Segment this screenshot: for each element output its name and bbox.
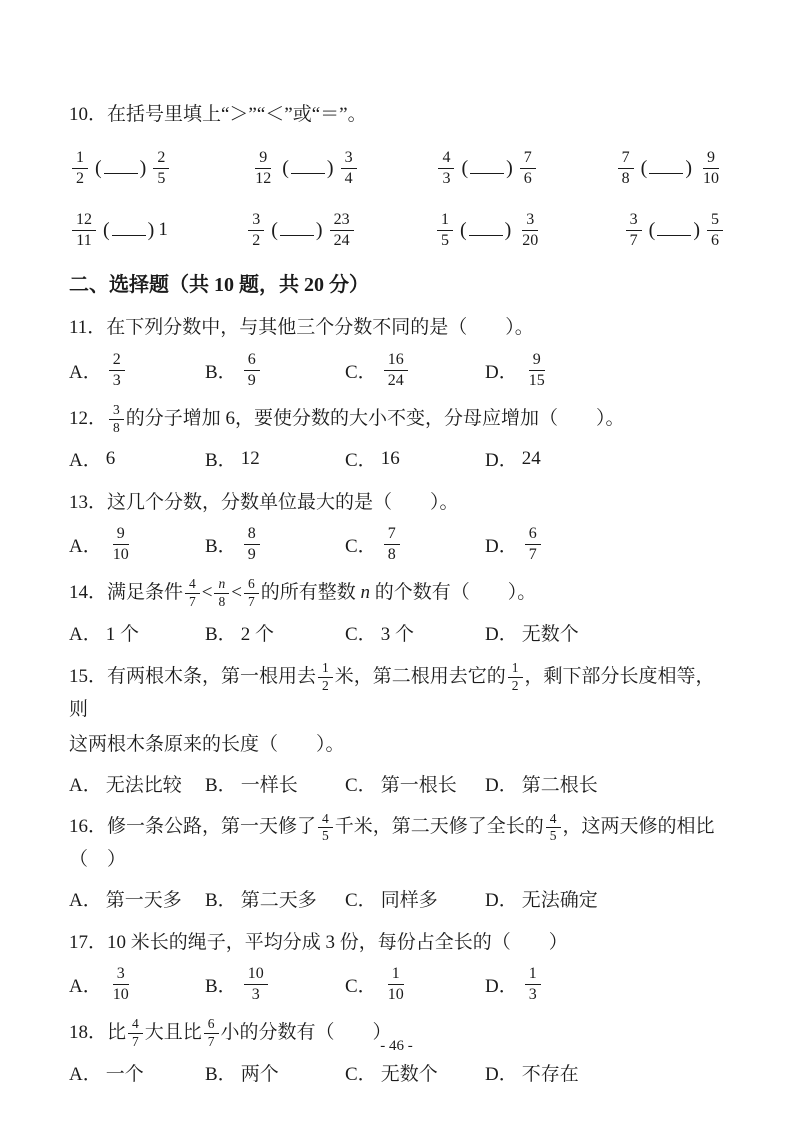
fraction bbox=[153, 149, 169, 189]
fraction-denominator: 6 bbox=[711, 231, 719, 249]
answer-blank bbox=[461, 157, 512, 180]
fraction-denominator: 10 bbox=[703, 169, 719, 187]
choice-option bbox=[345, 1059, 485, 1086]
choice-option bbox=[69, 1059, 205, 1086]
fraction-numerator: 6 bbox=[204, 1017, 219, 1034]
fraction bbox=[214, 577, 229, 610]
choice-label: C． bbox=[345, 624, 377, 646]
page-content bbox=[69, 100, 726, 1089]
choice-option bbox=[69, 965, 205, 1005]
paren-open: ( bbox=[271, 218, 278, 241]
fraction-denominator: 5 bbox=[322, 828, 329, 844]
text-run: 2 个 bbox=[240, 624, 274, 646]
fraction-denominator: 7 bbox=[247, 593, 255, 609]
text-run: 1 bbox=[158, 219, 168, 241]
text-run: < bbox=[201, 581, 213, 603]
paren-open: ( bbox=[282, 156, 289, 179]
fraction-numerator: 3 bbox=[522, 211, 538, 231]
fraction-numerator: 1 bbox=[525, 965, 541, 985]
fraction bbox=[109, 403, 124, 436]
question-stem bbox=[69, 661, 726, 725]
blank-line bbox=[104, 160, 138, 174]
answer-blank bbox=[282, 157, 333, 180]
choice-label: D． bbox=[485, 362, 518, 384]
choice-row bbox=[69, 965, 726, 1005]
fraction bbox=[244, 965, 268, 1005]
answer-blank bbox=[271, 219, 322, 242]
paren-close: ) bbox=[685, 156, 692, 179]
page-number: - 46 - bbox=[380, 1038, 413, 1054]
text-run: ，这两天修的相比（ ） bbox=[69, 816, 715, 871]
text-run: 小的分数有（ ） bbox=[220, 1021, 392, 1043]
fraction-numerator: 23 bbox=[330, 211, 354, 231]
fraction-numerator: 4 bbox=[546, 812, 561, 829]
choice-label: D． bbox=[485, 890, 518, 912]
text-run: 16．修一条公路，第一天修了 bbox=[69, 816, 317, 838]
comparison-item bbox=[435, 149, 538, 189]
paren-open: ( bbox=[461, 156, 469, 179]
comparison-item bbox=[245, 211, 356, 251]
paren-open: ( bbox=[640, 156, 648, 179]
fraction-numerator: 5 bbox=[707, 211, 723, 231]
answer-blank bbox=[95, 157, 146, 180]
text-run: 第二根长 bbox=[521, 774, 598, 796]
fraction-denominator: 24 bbox=[387, 372, 404, 390]
question-stem bbox=[69, 577, 726, 610]
comparison-item bbox=[434, 211, 545, 251]
choice-label: C． bbox=[345, 1064, 377, 1086]
fraction-denominator: 11 bbox=[76, 231, 92, 249]
blank-line bbox=[649, 160, 683, 174]
choice-option bbox=[485, 965, 726, 1005]
fraction bbox=[185, 577, 200, 610]
paren-close: ) bbox=[139, 156, 147, 179]
fraction-numerator: 8 bbox=[244, 525, 260, 545]
answer-blank bbox=[103, 219, 154, 242]
choice-option bbox=[485, 445, 726, 472]
choice-label: B． bbox=[205, 536, 237, 558]
question-block bbox=[69, 661, 726, 800]
text-run: 17．10 米长的绳子，平均分成 3 份，每份占全长的（ ） bbox=[69, 931, 568, 953]
fraction-denominator: 3 bbox=[528, 986, 537, 1004]
choice-label: A． bbox=[69, 1064, 102, 1086]
fraction-denominator: 12 bbox=[255, 169, 272, 187]
text-run: 18．比 bbox=[69, 1021, 127, 1043]
choice-option bbox=[205, 445, 345, 472]
fraction-denominator: 3 bbox=[442, 169, 451, 187]
fraction-numerator: n bbox=[214, 577, 229, 594]
blank-line bbox=[469, 222, 503, 236]
choice-option bbox=[485, 619, 726, 646]
fraction-numerator: 16 bbox=[384, 351, 408, 371]
fill-rows bbox=[69, 144, 726, 254]
blank-line bbox=[280, 222, 314, 236]
choice-label: A． bbox=[69, 450, 102, 471]
fraction bbox=[330, 211, 354, 251]
fraction-numerator: 3 bbox=[248, 211, 264, 231]
fraction-denominator: 9 bbox=[247, 546, 256, 564]
choice-label: A． bbox=[69, 536, 102, 558]
text-run: 13．这几个分数，分数单位最大的是（ ）。 bbox=[69, 491, 459, 513]
fraction-numerator: 1 bbox=[508, 661, 523, 678]
text-run: 第二天多 bbox=[240, 890, 317, 912]
paren-close: ) bbox=[147, 218, 155, 241]
choice-row bbox=[69, 617, 726, 649]
blank-line bbox=[657, 222, 691, 236]
fraction bbox=[318, 812, 333, 845]
choice-option bbox=[345, 965, 485, 1005]
paren-close: ) bbox=[504, 218, 512, 241]
fraction bbox=[438, 149, 454, 189]
fraction-numerator: 12 bbox=[72, 211, 96, 231]
fraction bbox=[248, 211, 264, 251]
fraction-denominator: 7 bbox=[629, 231, 638, 249]
text-run: 的个数有（ ）。 bbox=[369, 581, 537, 603]
fraction-denominator: 15 bbox=[528, 372, 545, 390]
fraction-numerator: 3 bbox=[113, 965, 129, 985]
text-run: 15．有两根木条，第一根用去 bbox=[69, 665, 317, 687]
fraction-denominator: 2 bbox=[76, 169, 84, 187]
choice-option bbox=[69, 619, 205, 646]
fraction-numerator: 4 bbox=[318, 812, 333, 829]
text-run: 不存在 bbox=[521, 1064, 579, 1086]
choice-label: D． bbox=[485, 976, 518, 998]
choice-label: B． bbox=[205, 362, 237, 384]
fill-row bbox=[69, 144, 726, 192]
comparison-item bbox=[248, 149, 359, 189]
fraction-denominator: 7 bbox=[132, 1033, 139, 1049]
question-stem bbox=[69, 927, 726, 958]
fraction-numerator: 7 bbox=[384, 525, 400, 545]
text-run: 同样多 bbox=[380, 890, 438, 912]
text-run: 米，第二根用去它的 bbox=[334, 665, 506, 687]
text-run: n bbox=[360, 581, 370, 603]
fraction bbox=[626, 211, 642, 251]
choice-label: B． bbox=[205, 624, 237, 646]
fraction bbox=[384, 525, 400, 565]
fraction-numerator: 3 bbox=[109, 403, 124, 420]
text-run: 无数个 bbox=[380, 1064, 438, 1086]
fraction-numerator: 1 bbox=[318, 661, 333, 678]
fraction bbox=[109, 525, 133, 565]
choice-option bbox=[69, 445, 205, 472]
text-run: 无法比较 bbox=[105, 774, 182, 796]
choice-option bbox=[205, 965, 345, 1005]
choice-label: B． bbox=[205, 976, 237, 998]
text-run: 16 bbox=[380, 447, 400, 469]
fraction-denominator: 20 bbox=[522, 231, 539, 249]
choice-option bbox=[205, 351, 345, 391]
question-stem bbox=[69, 312, 726, 343]
choice-label: D． bbox=[485, 450, 518, 471]
choice-row bbox=[69, 767, 726, 799]
question-block bbox=[69, 403, 726, 475]
text-run: 12． bbox=[69, 407, 108, 429]
fill-row bbox=[69, 206, 726, 254]
fraction bbox=[341, 149, 357, 189]
choice-option bbox=[345, 885, 485, 912]
choice-label: C． bbox=[345, 362, 377, 384]
blank-line bbox=[112, 222, 146, 236]
choice-option bbox=[69, 351, 205, 391]
fraction-numerator: 3 bbox=[626, 211, 642, 231]
choice-label: A． bbox=[69, 890, 102, 912]
paren-close: ) bbox=[693, 218, 700, 241]
fraction bbox=[618, 149, 634, 189]
choice-option bbox=[345, 770, 485, 797]
fraction-numerator: 4 bbox=[128, 1017, 143, 1034]
section-title: 二、选择题（共 10 题，共 20 分） bbox=[69, 274, 369, 297]
text-run: 这两根木条原来的长度（ ）。 bbox=[69, 733, 345, 755]
fraction bbox=[72, 149, 88, 189]
fraction-denominator: 3 bbox=[251, 986, 260, 1004]
choice-option bbox=[205, 1059, 345, 1086]
fraction-numerator: 9 bbox=[529, 351, 545, 371]
fraction-numerator: 1 bbox=[437, 211, 453, 231]
choice-label: A． bbox=[69, 976, 102, 998]
text-run: 1 个 bbox=[105, 624, 139, 646]
question-block bbox=[69, 487, 726, 565]
fraction-numerator: 6 bbox=[244, 577, 259, 594]
choice-option bbox=[345, 525, 485, 565]
choice-label: D． bbox=[485, 624, 518, 646]
fraction-denominator: 9 bbox=[247, 372, 256, 390]
choice-label: D． bbox=[485, 1064, 518, 1086]
text-run: 的所有整数 bbox=[260, 581, 361, 603]
fraction-numerator: 9 bbox=[113, 525, 129, 545]
text-run: 3 个 bbox=[380, 624, 414, 646]
comparison-item bbox=[69, 211, 168, 251]
choice-row bbox=[69, 883, 726, 915]
comparison-item bbox=[623, 211, 726, 251]
choice-label: B． bbox=[205, 774, 237, 796]
fraction-denominator: 24 bbox=[333, 231, 350, 249]
choice-option bbox=[205, 885, 345, 912]
paren-open: ( bbox=[648, 218, 656, 241]
choice-label: A． bbox=[69, 362, 102, 384]
choice-option bbox=[485, 525, 726, 565]
text-run: 千米，第二天修了全长的 bbox=[334, 816, 544, 838]
choice-row bbox=[69, 1057, 726, 1089]
fraction bbox=[546, 812, 561, 845]
text-run: 无法确定 bbox=[521, 890, 598, 912]
fraction-denominator: 2 bbox=[252, 231, 261, 249]
fraction bbox=[525, 525, 541, 565]
comparison-item bbox=[615, 149, 726, 189]
fraction-numerator: 1 bbox=[388, 965, 404, 985]
text-run: 14．满足条件 bbox=[69, 581, 184, 603]
paren-close: ) bbox=[315, 218, 323, 241]
choice-option bbox=[205, 619, 345, 646]
fraction-denominator: 3 bbox=[112, 372, 121, 390]
fraction bbox=[72, 211, 96, 251]
choice-option bbox=[485, 351, 726, 391]
fraction-denominator: 8 bbox=[387, 546, 396, 564]
fraction-numerator: 7 bbox=[520, 149, 536, 169]
text-run: 一样长 bbox=[240, 774, 298, 796]
text-run: 一个 bbox=[105, 1064, 144, 1086]
choice-label: C． bbox=[345, 536, 377, 558]
question-block bbox=[69, 811, 726, 914]
choice-label: C． bbox=[345, 890, 377, 912]
fraction-denominator: 10 bbox=[112, 986, 129, 1004]
fraction-denominator: 6 bbox=[523, 169, 532, 187]
fraction-numerator: 9 bbox=[255, 149, 271, 169]
choice-option bbox=[69, 885, 205, 912]
paren-open: ( bbox=[103, 218, 110, 241]
choice-option bbox=[485, 770, 726, 797]
fraction-denominator: 7 bbox=[528, 546, 537, 564]
answer-blank bbox=[649, 219, 700, 242]
fraction bbox=[520, 149, 536, 189]
question-stem bbox=[69, 403, 726, 436]
fraction bbox=[508, 661, 523, 694]
choice-label: B． bbox=[205, 1064, 237, 1086]
choice-row bbox=[69, 443, 726, 475]
fraction bbox=[384, 965, 408, 1005]
choice-label: A． bbox=[69, 774, 102, 796]
choice-label: B． bbox=[205, 450, 237, 471]
fraction bbox=[251, 149, 275, 189]
fraction bbox=[525, 965, 541, 1005]
fraction-numerator: 6 bbox=[525, 525, 541, 545]
comparison-item bbox=[69, 149, 172, 189]
fraction bbox=[707, 211, 723, 251]
choice-option bbox=[205, 770, 345, 797]
choice-option bbox=[69, 525, 205, 565]
fraction bbox=[109, 965, 133, 1005]
choice-option bbox=[485, 1059, 726, 1086]
answer-blank bbox=[460, 219, 511, 242]
fraction-denominator: 10 bbox=[112, 546, 129, 564]
text-run: 12 bbox=[240, 447, 260, 469]
paren-open: ( bbox=[95, 156, 102, 179]
text-run: 两个 bbox=[240, 1064, 279, 1086]
fraction-numerator: 4 bbox=[438, 149, 454, 169]
fraction-denominator: 8 bbox=[218, 593, 226, 609]
question-stem bbox=[69, 487, 726, 518]
fraction bbox=[318, 661, 333, 694]
choice-label: D． bbox=[485, 774, 518, 796]
fraction bbox=[518, 211, 542, 251]
text-run: 大且比 bbox=[144, 1021, 202, 1043]
paren-close: ) bbox=[506, 156, 513, 179]
fraction-denominator: 4 bbox=[344, 169, 353, 187]
fraction-numerator: 2 bbox=[109, 351, 125, 371]
fraction bbox=[109, 351, 125, 391]
text-run: ，剩下部分长度相等，则 bbox=[69, 665, 715, 720]
fraction-denominator: 5 bbox=[549, 828, 557, 844]
text-run: 11．在下列分数中，与其他三个分数不同的是（ ）。 bbox=[69, 317, 534, 339]
fraction-numerator: 3 bbox=[341, 149, 357, 169]
fraction bbox=[437, 211, 453, 251]
choice-option bbox=[69, 770, 205, 797]
fraction-denominator: 8 bbox=[113, 419, 120, 435]
fraction bbox=[525, 351, 549, 391]
fraction-denominator: 7 bbox=[189, 593, 196, 609]
question-block bbox=[69, 312, 726, 390]
fraction-denominator: 7 bbox=[207, 1033, 215, 1049]
choice-row bbox=[69, 525, 726, 565]
fraction-numerator: 7 bbox=[618, 149, 634, 169]
question-block bbox=[69, 927, 726, 1005]
question-stem bbox=[69, 811, 726, 875]
fraction bbox=[384, 351, 408, 391]
choice-option bbox=[345, 619, 485, 646]
fraction-denominator: 5 bbox=[157, 169, 166, 187]
text-run: 第一根长 bbox=[380, 774, 457, 796]
fraction-numerator: 10 bbox=[244, 965, 268, 985]
questions bbox=[69, 312, 726, 1088]
text-run: 24 bbox=[521, 447, 541, 469]
choice-label: B． bbox=[205, 890, 237, 912]
fraction-denominator: 2 bbox=[511, 677, 519, 693]
fraction-denominator: 2 bbox=[322, 677, 329, 693]
text-run: 无数个 bbox=[521, 624, 579, 646]
fraction bbox=[244, 525, 260, 565]
fraction-denominator: 5 bbox=[440, 231, 449, 249]
question-block bbox=[69, 577, 726, 649]
fraction-numerator: 4 bbox=[185, 577, 200, 594]
question-stem bbox=[69, 729, 726, 760]
answer-blank bbox=[641, 157, 692, 180]
blank-line bbox=[291, 160, 325, 174]
text-run: < bbox=[231, 581, 242, 603]
text-run: 的分子增加 6，要使分数的大小不变，分母应增加（ ）。 bbox=[125, 407, 625, 429]
blank-line bbox=[470, 160, 504, 174]
fraction bbox=[699, 149, 723, 189]
paren-open: ( bbox=[459, 218, 467, 241]
fraction-denominator: 8 bbox=[621, 169, 630, 187]
fill-question-prompt: 10．在括号里填上“＞”“＜”或“＝”。 bbox=[69, 104, 367, 125]
choice-option bbox=[345, 351, 485, 391]
choice-label: C． bbox=[345, 774, 377, 796]
fraction-numerator: 1 bbox=[72, 149, 88, 169]
choice-label: C． bbox=[345, 450, 377, 471]
fraction-numerator: 9 bbox=[703, 149, 719, 169]
choice-option bbox=[345, 445, 485, 472]
choice-label: C． bbox=[345, 976, 377, 998]
choice-row bbox=[69, 351, 726, 391]
text-run: 第一天多 bbox=[105, 890, 182, 912]
text-run: 6 bbox=[105, 447, 116, 469]
choice-option bbox=[205, 525, 345, 565]
fraction-denominator: 10 bbox=[387, 986, 404, 1004]
fraction-numerator: 6 bbox=[244, 351, 260, 371]
paren-close: ) bbox=[326, 156, 334, 179]
fraction-numerator: 2 bbox=[153, 149, 169, 169]
fraction bbox=[244, 351, 260, 391]
choice-label: D． bbox=[485, 536, 518, 558]
choice-label: A． bbox=[69, 624, 102, 646]
fraction bbox=[244, 577, 259, 610]
choice-option bbox=[485, 885, 726, 912]
